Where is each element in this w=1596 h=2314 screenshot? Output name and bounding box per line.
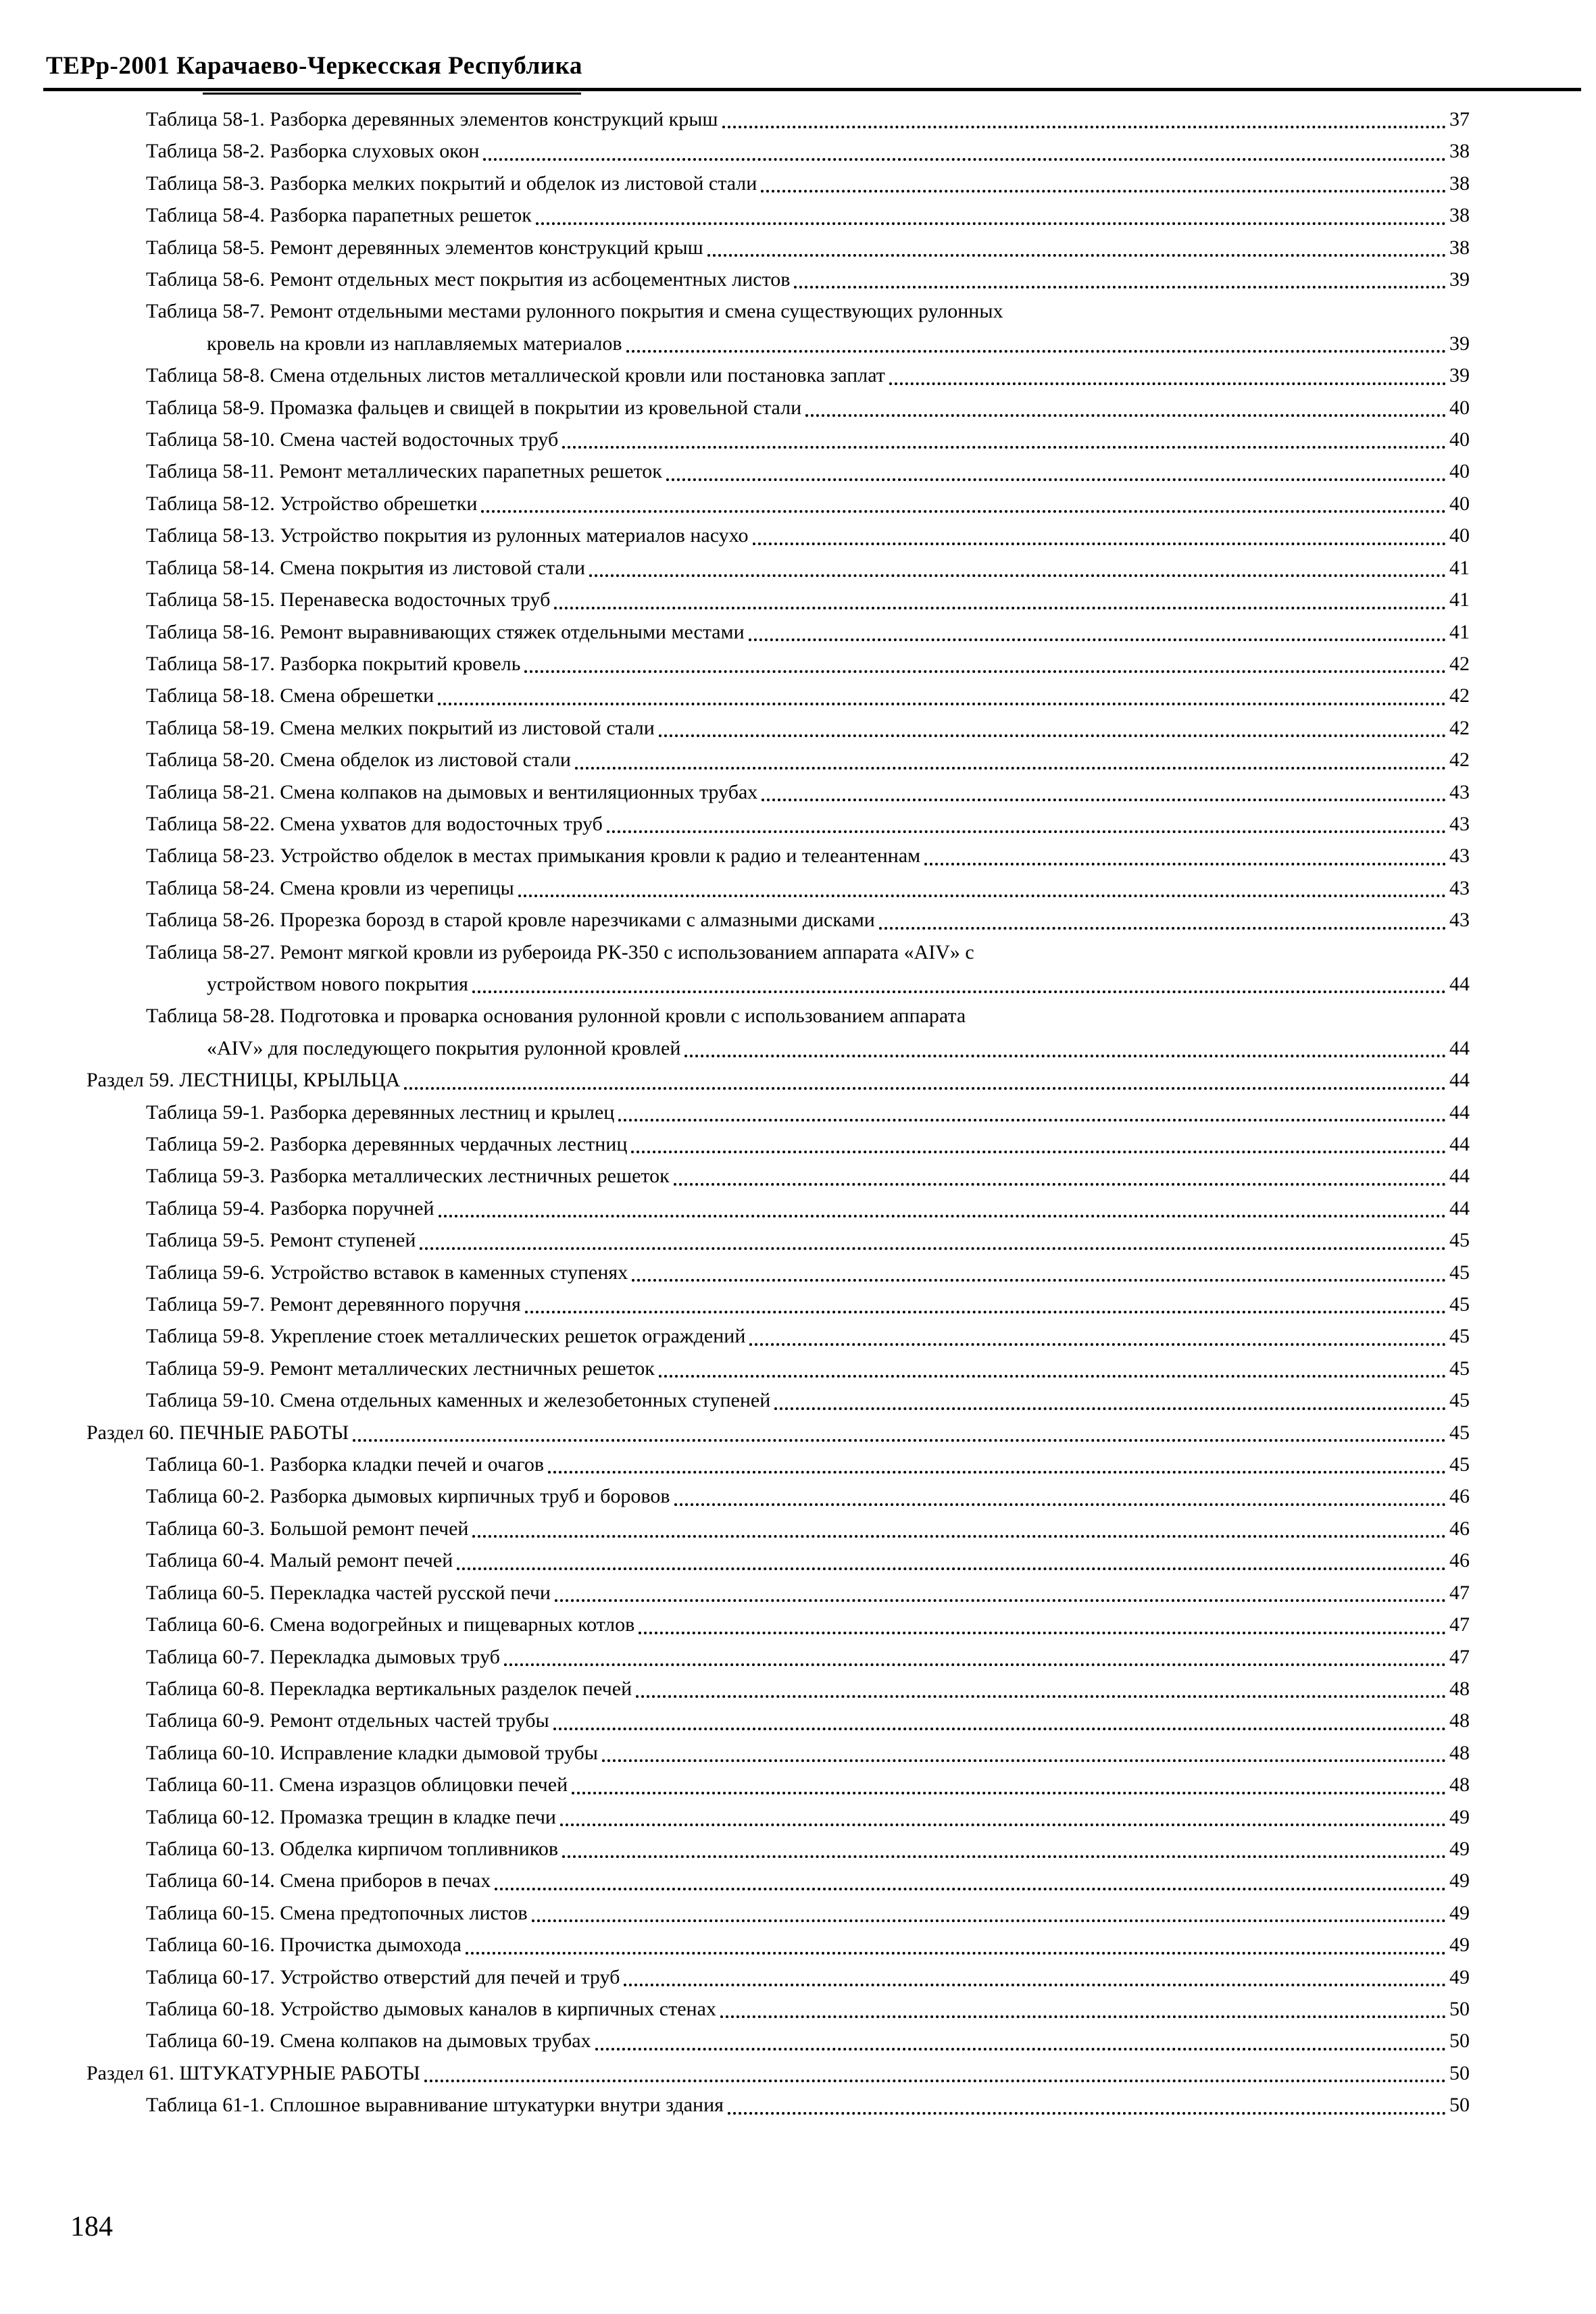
toc-page-number: 50 (1449, 1997, 1470, 2020)
toc-page-number: 39 (1449, 332, 1470, 355)
dotted-leader (532, 1919, 1446, 1922)
toc-table-entry (0, 584, 1470, 615)
dotted-leader (728, 2112, 1446, 2115)
toc-section-entry (0, 1064, 1470, 1096)
dotted-leader (524, 670, 1446, 673)
toc-table-entry (0, 904, 1470, 936)
toc-entry-text: Таблица 60-4. Малый ремонт печей (146, 1549, 453, 1572)
toc-table-entry (0, 455, 1470, 487)
toc-table-entry (0, 328, 1470, 359)
toc-entry-text: устройством нового покрытия (207, 972, 468, 995)
dotted-leader (618, 1119, 1446, 1122)
dotted-leader (636, 1695, 1446, 1698)
dotted-leader (536, 222, 1446, 225)
toc-page-number: 44 (1449, 1133, 1470, 1155)
toc-entry-text: Таблица 58-8. Смена отдельных листов металлической кровли или постановка заплат (146, 364, 885, 387)
dotted-leader (774, 1407, 1446, 1410)
toc-page-number: 49 (1449, 1869, 1470, 1892)
toc-entry-text: Таблица 60-6. Смена водогрейных и пищеварных котлов (146, 1613, 635, 1636)
toc-entry-text: Таблица 59-9. Ремонт металлических лестничных решеток (146, 1357, 655, 1380)
toc-entry-text: Таблица 59-7. Ремонт деревянного поручня (146, 1293, 521, 1316)
toc-entry-text: Таблица 59-6. Устройство вставок в каменных ступенях (146, 1261, 628, 1284)
toc-page-number: 44 (1449, 972, 1470, 995)
dotted-leader (555, 1599, 1446, 1602)
toc-table-entry (0, 392, 1470, 424)
toc-table-entry (0, 776, 1470, 808)
toc-entry-text: Таблица 59-1. Разборка деревянных лестниц и крылец (146, 1101, 615, 1124)
toc-table-entry (0, 199, 1470, 231)
toc-page-number: 49 (1449, 1934, 1470, 1957)
toc-table-entry (0, 936, 1470, 968)
toc-entry-text: Таблица 58-27. Ремонт мягкой кровли из рубероида РК-350 с использованием аппарата «AIV» с (146, 940, 974, 963)
toc-page-number: 48 (1449, 1709, 1470, 1732)
toc-page-number: 45 (1449, 1325, 1470, 1348)
toc-table-entry (0, 1641, 1470, 1673)
dotted-leader (924, 863, 1446, 865)
toc-entry-text: Таблица 58-4. Разборка парапетных решеток (146, 204, 532, 227)
toc-table-entry (0, 1257, 1470, 1288)
toc-entry-text: кровель на кровли из наплавляемых материалов (207, 332, 622, 355)
toc-page-number: 40 (1449, 460, 1470, 483)
toc-page-number: 46 (1449, 1485, 1470, 1508)
dotted-leader (631, 1151, 1446, 1153)
toc-entry-text: Таблица 58-9. Промазка фальцев и свищей в покрытии из кровельной стали (146, 396, 802, 419)
toc-page-number: 37 (1449, 108, 1470, 130)
toc-page-number: 44 (1449, 1069, 1470, 1092)
dotted-leader (632, 1279, 1446, 1282)
toc-table-entry (0, 1769, 1470, 1801)
dotted-leader (794, 286, 1446, 288)
toc-page-number: 49 (1449, 1901, 1470, 1924)
toc-entry-text: Раздел 60. ПЕЧНЫЕ РАБОТЫ (86, 1421, 349, 1444)
dotted-leader (572, 1792, 1446, 1794)
toc-page-number: 38 (1449, 172, 1470, 195)
toc-page-number: 39 (1449, 268, 1470, 291)
toc-entry-text: Таблица 58-19. Смена мелких покрытий из листовой стали (146, 716, 655, 739)
toc-page-number: 49 (1449, 1965, 1470, 1988)
toc-page-number: 43 (1449, 909, 1470, 932)
toc-entry-text: Таблица 60-13. Обделка кирпичом топливников (146, 1837, 558, 1860)
toc-table-entry (0, 1128, 1470, 1160)
dotted-leader (674, 1503, 1446, 1506)
toc-table-entry (0, 1288, 1470, 1320)
toc-entry-text: Раздел 61. ШТУКАТУРНЫЕ РАБОТЫ (86, 2061, 420, 2084)
dotted-leader (439, 1215, 1446, 1217)
dotted-leader (659, 1375, 1446, 1378)
dotted-leader (626, 350, 1446, 353)
dotted-leader (753, 543, 1446, 545)
document-title: ТЕРр-2001 Карачаево-Черкесская Республика (46, 52, 582, 80)
toc-page-number: 50 (1449, 2061, 1470, 2084)
toc-page-number: 47 (1449, 1645, 1470, 1668)
toc-table-entry (0, 520, 1470, 551)
toc-page-number: 48 (1449, 1677, 1470, 1700)
toc-table-entry (0, 424, 1470, 455)
dotted-leader (553, 1728, 1446, 1730)
toc-table-entry (0, 2025, 1470, 2057)
toc-page-number: 40 (1449, 396, 1470, 419)
toc-entry-text: Таблица 58-5. Ремонт деревянных элементов конструкций крыш (146, 236, 703, 259)
dotted-leader (749, 1343, 1446, 1346)
toc-entry-text: Таблица 59-10. Смена отдельных каменных и железобетонных ступеней (146, 1389, 771, 1412)
toc-table-entry (0, 712, 1470, 744)
toc-table-entry (0, 103, 1470, 135)
dotted-leader (761, 190, 1446, 193)
toc-entry-text: Таблица 60-2. Разборка дымовых кирпичных труб и боровов (146, 1485, 670, 1508)
toc-table-entry (0, 1673, 1470, 1705)
toc-page-number: 42 (1449, 749, 1470, 772)
toc-page-number: 45 (1449, 1421, 1470, 1444)
toc-page-number: 45 (1449, 1453, 1470, 1476)
dotted-leader (607, 830, 1446, 833)
toc-entry-text: Таблица 58-24. Смена кровли из черепицы (146, 876, 514, 899)
toc-entry-text: Таблица 58-18. Смена обрешетки (146, 684, 434, 707)
toc-table-entry (0, 552, 1470, 584)
toc-table-entry (0, 2089, 1470, 2121)
dotted-leader (562, 446, 1446, 449)
dotted-leader (589, 574, 1446, 577)
toc-page-number: 43 (1449, 780, 1470, 803)
toc-entry-text: Таблица 60-12. Промазка трещин в кладке печи (146, 1805, 556, 1828)
toc-page-number: 41 (1449, 588, 1470, 611)
toc-entry-text: Таблица 60-3. Большой ремонт печей (146, 1517, 469, 1540)
dotted-leader (424, 2080, 1446, 2082)
dotted-leader (624, 1984, 1446, 1986)
dotted-leader (720, 2015, 1446, 2018)
toc-entry-text: Таблица 61-1. Сплошное выравнивание штукатурки внутри здания (146, 2094, 724, 2117)
toc-table-entry (0, 1961, 1470, 1993)
toc-page-number: 43 (1449, 876, 1470, 899)
toc-table-entry (0, 1000, 1470, 1032)
toc-table-entry (0, 1224, 1470, 1256)
toc-table-entry (0, 808, 1470, 840)
toc-table-entry (0, 1897, 1470, 1929)
toc-entry-text: Таблица 58-22. Смена ухватов для водосточных труб (146, 812, 603, 835)
toc-page-number: 44 (1449, 1036, 1470, 1059)
toc-page-number: 41 (1449, 620, 1470, 643)
toc-page-number: 50 (1449, 2030, 1470, 2053)
toc-page-number: 49 (1449, 1837, 1470, 1860)
toc-page-number: 45 (1449, 1357, 1470, 1380)
toc-table-entry (0, 1833, 1470, 1865)
toc-table-entry (0, 1801, 1470, 1833)
toc-page-number: 48 (1449, 1774, 1470, 1796)
toc-table-entry (0, 1160, 1470, 1192)
toc-page-number: 46 (1449, 1517, 1470, 1540)
toc-entry-text: Таблица 58-3. Разборка мелких покрытий и обделок из листовой стали (146, 172, 757, 195)
toc-entry-text: Таблица 58-20. Смена обделок из листовой стали (146, 749, 571, 772)
toc-entry-text: Таблица 60-7. Перекладка дымовых труб (146, 1645, 500, 1668)
dotted-leader (805, 414, 1446, 417)
toc-entry-text: Таблица 58-12. Устройство обрешетки (146, 492, 478, 515)
dotted-leader (353, 1439, 1446, 1442)
toc-table-entry (0, 1705, 1470, 1736)
dotted-leader (602, 1759, 1446, 1762)
toc-page-number: 39 (1449, 364, 1470, 387)
toc-entry-text: Таблица 60-14. Смена приборов в печах (146, 1869, 491, 1892)
toc-entry-text: Таблица 58-28. Подготовка и проварка основания рулонной кровли с использованием аппарата (146, 1005, 966, 1028)
toc-table-entry (0, 616, 1470, 648)
toc-table-entry (0, 488, 1470, 520)
toc-table-entry (0, 1609, 1470, 1640)
toc-entry-text: Таблица 58-1. Разборка деревянных элементов конструкций крыш (146, 108, 718, 130)
dotted-leader (659, 734, 1446, 737)
toc-table-entry (0, 359, 1470, 391)
dotted-leader (595, 2048, 1446, 2051)
dotted-leader (554, 607, 1446, 609)
toc-page-number: 44 (1449, 1101, 1470, 1124)
toc-page-number: 45 (1449, 1229, 1470, 1252)
toc-page-number: 46 (1449, 1549, 1470, 1572)
toc-entry-text: Таблица 60-10. Исправление кладки дымовой трубы (146, 1741, 598, 1764)
toc-entry-text: Таблица 58-10. Смена частей водосточных труб (146, 428, 559, 451)
toc-entry-text: Таблица 58-7. Ремонт отдельными местами рулонного покрытия и смена существующих рулонных (146, 300, 1003, 323)
toc-table-entry (0, 295, 1470, 327)
toc-entry-text: Таблица 60-11. Смена изразцов облицовки печей (146, 1774, 568, 1796)
toc-entry-text: Таблица 58-23. Устройство обделок в местах примыкания кровли к радио и телеантеннам (146, 845, 921, 867)
toc-page-number: 42 (1449, 652, 1470, 675)
toc-page-number: 40 (1449, 524, 1470, 547)
dotted-leader (684, 1055, 1446, 1057)
toc-table-entry (0, 1192, 1470, 1224)
toc-page-number: 45 (1449, 1293, 1470, 1316)
dotted-leader (548, 1471, 1446, 1474)
dotted-leader (483, 158, 1446, 161)
toc-entry-text: Раздел 59. ЛЕСТНИЦЫ, КРЫЛЬЦА (86, 1069, 401, 1092)
toc-page-number: 38 (1449, 140, 1470, 163)
toc-page-number: 49 (1449, 1805, 1470, 1828)
toc-table-entry (0, 680, 1470, 711)
dotted-leader (722, 126, 1446, 128)
toc-page-number: 42 (1449, 716, 1470, 739)
dotted-leader (889, 382, 1446, 385)
toc-entry-text: Таблица 60-9. Ремонт отдельных частей трубы (146, 1709, 549, 1732)
toc-table-entry (0, 232, 1470, 263)
dotted-leader (639, 1632, 1446, 1634)
toc-page-number: 43 (1449, 812, 1470, 835)
dotted-leader (472, 990, 1446, 993)
toc-page-number: 45 (1449, 1389, 1470, 1412)
toc-entry-text: Таблица 60-1. Разборка кладки печей и очагов (146, 1453, 545, 1476)
toc-table-entry (0, 1353, 1470, 1384)
toc-table-entry (0, 1737, 1470, 1769)
toc-page-number: 41 (1449, 556, 1470, 579)
dotted-leader (472, 1535, 1446, 1538)
toc-page-number: 44 (1449, 1165, 1470, 1188)
toc-section-entry (0, 1417, 1470, 1449)
toc-table-entry (0, 1320, 1470, 1352)
toc-entry-text: Таблица 59-2. Разборка деревянных чердачных лестниц (146, 1133, 628, 1155)
toc-entry-text: Таблица 60-19. Смена колпаков на дымовых трубах (146, 2030, 591, 2053)
dotted-leader (518, 895, 1446, 897)
toc-entry-text: Таблица 58-21. Смена колпаков на дымовых и вентиляционных трубах (146, 780, 758, 803)
toc-entry-text: Таблица 60-16. Прочистка дымохода (146, 1934, 462, 1957)
dotted-leader (666, 478, 1446, 481)
toc-table-entry (0, 135, 1470, 167)
dotted-leader (707, 254, 1446, 257)
dotted-leader (504, 1663, 1446, 1666)
toc-entry-text: Таблица 59-8. Укрепление стоек металлических решеток ограждений (146, 1325, 746, 1348)
toc-entry-text: Таблица 60-17. Устройство отверстий для печей и труб (146, 1965, 620, 1988)
toc-table-entry (0, 1865, 1470, 1896)
dotted-leader (674, 1183, 1446, 1186)
toc-entry-text: Таблица 58-17. Разборка покрытий кровель (146, 652, 521, 675)
toc-entry-text: Таблица 58-2. Разборка слуховых окон (146, 140, 480, 163)
toc-entry-text: Таблица 58-13. Устройство покрытия из рулонных материалов насухо (146, 524, 749, 547)
toc-entry-text: Таблица 59-3. Разборка металлических лестничных решеток (146, 1165, 670, 1188)
dotted-leader (762, 799, 1446, 801)
page-number: 184 (70, 2211, 113, 2242)
toc-entry-text: Таблица 58-14. Смена покрытия из листовой стали (146, 556, 586, 579)
toc-page-number: 40 (1449, 428, 1470, 451)
dotted-leader (560, 1823, 1446, 1826)
toc-table-entry (0, 872, 1470, 904)
dotted-leader (481, 510, 1446, 513)
dotted-leader (495, 1888, 1446, 1890)
dotted-leader (575, 767, 1446, 770)
toc-page-number: 42 (1449, 684, 1470, 707)
toc-table-entry (0, 263, 1470, 295)
toc-table-entry (0, 840, 1470, 872)
toc-page-number: 50 (1449, 2094, 1470, 2117)
dotted-leader (420, 1247, 1446, 1250)
toc-page-number: 43 (1449, 845, 1470, 867)
dotted-leader (438, 703, 1446, 705)
toc-table-entry (0, 1929, 1470, 1961)
toc-entry-text: Таблица 58-26. Прорезка борозд в старой кровле нарезчиками с алмазными дисками (146, 909, 875, 932)
toc-entry-text: Таблица 60-8. Перекладка вертикальных разделок печей (146, 1677, 632, 1700)
dotted-leader (749, 638, 1446, 641)
toc-table-entry (0, 648, 1470, 680)
toc-table-entry (0, 744, 1470, 776)
header-rule (43, 88, 1581, 91)
toc-page-number: 44 (1449, 1197, 1470, 1219)
table-of-contents (0, 103, 1470, 2121)
toc-table-entry (0, 1544, 1470, 1576)
toc-section-entry (0, 2057, 1470, 2089)
toc-entry-text: Таблица 59-4. Разборка поручней (146, 1197, 434, 1219)
toc-table-entry (0, 1513, 1470, 1544)
toc-entry-text: Таблица 58-11. Ремонт металлических парапетных решеток (146, 460, 662, 483)
toc-entry-text: Таблица 58-16. Ремонт выравнивающих стяжек отдельными местами (146, 620, 745, 643)
toc-table-entry (0, 1993, 1470, 2025)
toc-entry-text: Таблица 58-6. Ремонт отдельных мест покрытия из асбоцементных листов (146, 268, 791, 291)
toc-table-entry (0, 1577, 1470, 1609)
toc-entry-text: Таблица 58-15. Перенавеска водосточных труб (146, 588, 551, 611)
toc-table-entry (0, 1384, 1470, 1416)
toc-page-number: 40 (1449, 492, 1470, 515)
toc-table-entry (0, 168, 1470, 199)
toc-page-number: 45 (1449, 1261, 1470, 1284)
toc-page-number: 48 (1449, 1741, 1470, 1764)
dotted-leader (562, 1855, 1446, 1858)
toc-page-number: 47 (1449, 1581, 1470, 1604)
toc-page-number: 38 (1449, 204, 1470, 227)
toc-entry-text: Таблица 60-18. Устройство дымовых каналов в кирпичных стенах (146, 1997, 716, 2020)
toc-table-entry (0, 968, 1470, 1000)
dotted-leader (879, 927, 1446, 930)
toc-table-entry (0, 1480, 1470, 1512)
toc-entry-text: Таблица 60-5. Перекладка частей русской печи (146, 1581, 551, 1604)
toc-table-entry (0, 1097, 1470, 1128)
dotted-leader (525, 1311, 1446, 1313)
header-rule-segment (203, 93, 581, 95)
toc-entry-text: Таблица 59-5. Ремонт ступеней (146, 1229, 416, 1252)
dotted-leader (404, 1087, 1446, 1090)
toc-table-entry (0, 1449, 1470, 1480)
toc-page-number: 38 (1449, 236, 1470, 259)
toc-entry-text: Таблица 60-15. Смена предтопочных листов (146, 1901, 528, 1924)
toc-table-entry (0, 1032, 1470, 1064)
toc-entry-text: «AIV» для последующего покрытия рулонной кровлей (207, 1036, 681, 1059)
toc-page-number: 47 (1449, 1613, 1470, 1636)
dotted-leader (457, 1567, 1446, 1570)
dotted-leader (466, 1952, 1446, 1955)
